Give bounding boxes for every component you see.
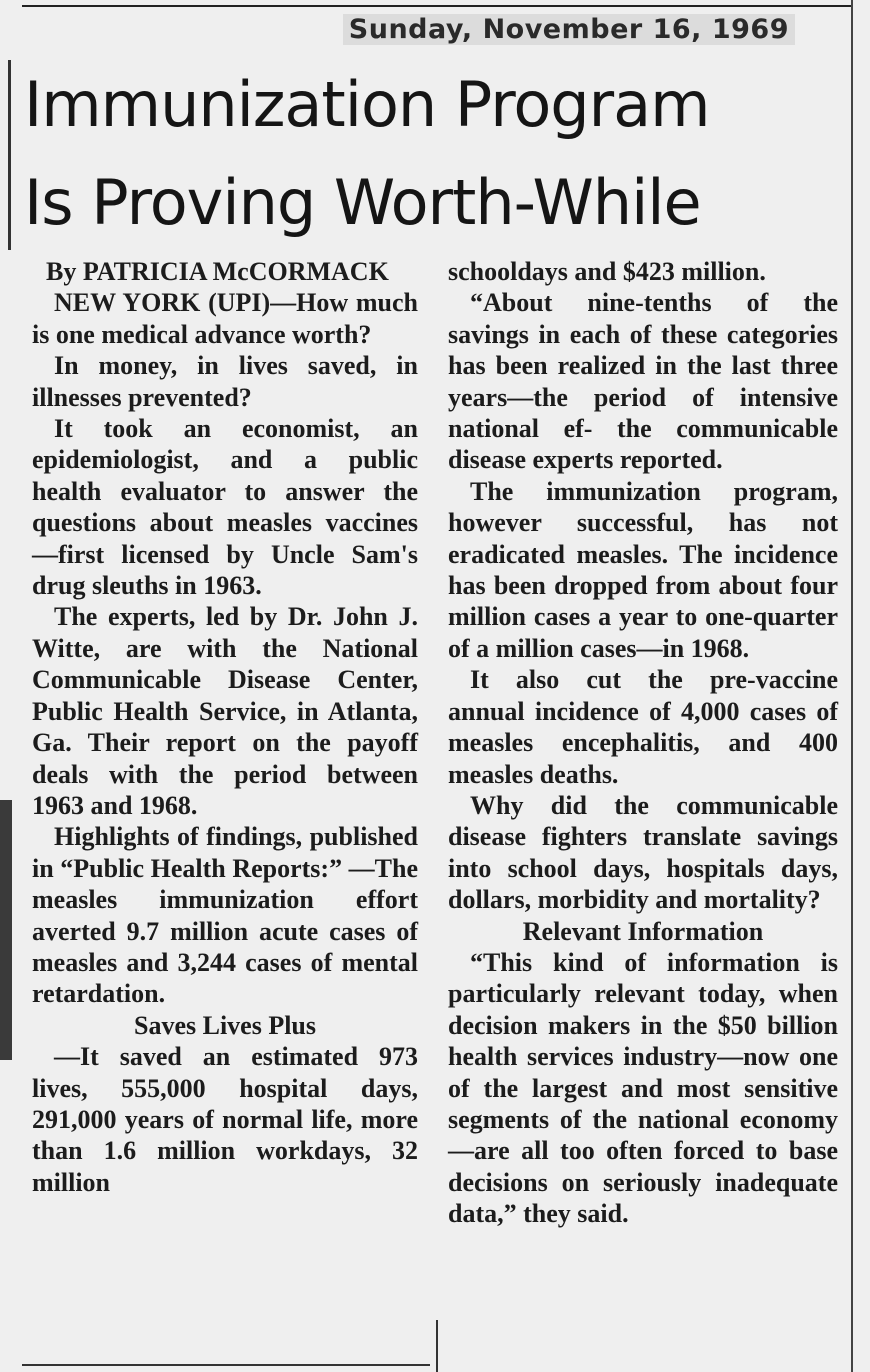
column-divider [436, 1320, 438, 1372]
paragraph: Why did the communicable disease fighters translate savings into school days, hospitals days, dollars, morbidity and mortality? [448, 790, 838, 915]
paragraph: The experts, led by Dr. John J. Witte, are with the National Communicable Disease Center, Public Health Service, in Atlanta, Ga. Their report on the payoff deals with the period between 1963 and 1968. [32, 602, 418, 820]
paragraph: “About nine-tenths of the savings in each of these categories has been realized in the last three years—the period of intensive national ef- the communicable disease experts reported. [448, 288, 838, 475]
paragraph: NEW YORK (UPI)—How much is one medical advance worth? [32, 288, 418, 349]
paragraph: schooldays and $423 million. [448, 257, 766, 286]
article-column-right [448, 256, 838, 1346]
right-column-rule [851, 0, 853, 1372]
paragraph: “This kind of information is particularly relevant today, when decision makers in the $50 billion health services industry—now one of the largest and most sensitive segments of the national economy—are all too often forced to base decisions on seriously inadequate data,” they said. [448, 947, 838, 1229]
headline-line-1: Immunization Program [24, 68, 710, 141]
headline [24, 56, 824, 252]
paragraph: It took an economist, an epidemiologist, and a public health evaluator to answer the questions about measles vaccines—first licensed by Uncle Sam's drug sleuths in 1963. [32, 414, 418, 601]
headline-line-2: Is Proving Worth-While [24, 166, 701, 239]
subhead-relevant-information: Relevant Information [522, 916, 764, 946]
subhead-saves-lives: Saves Lives Plus [133, 1010, 317, 1040]
bottom-rule [22, 1364, 430, 1366]
top-rule [22, 5, 852, 7]
paragraph: In money, in lives saved, in illnesses prevented? [32, 351, 418, 412]
left-edge-rule [8, 60, 11, 250]
paragraph: It also cut the pre-vaccine annual incidence of 4,000 cases of measles encephalitis, and 400 measles deaths. [448, 665, 838, 789]
byline: By PATRICIA McCORMACK [46, 257, 389, 286]
paragraph: —It saved an estimated 973 lives, 555,000 hospital days, 291,000 years of normal life, more than 1.6 million workdays, 32 million [32, 1042, 418, 1197]
adjacent-photo-edge [0, 800, 12, 1060]
article-column-left [32, 256, 418, 1346]
paragraph: Highlights of findings, published in “Public Health Reports:” —The measles immunization effort averted 9.7 million acute cases of measles and 3,244 cases of mental retardation. [32, 822, 418, 1009]
dateline: Sunday, November 16, 1969 [343, 14, 795, 45]
paragraph: The immunization program, however successful, has not eradicated measles. The incidence has been dropped from about four million cases a year to one-quarter of a million cases—in 1968. [448, 476, 838, 663]
